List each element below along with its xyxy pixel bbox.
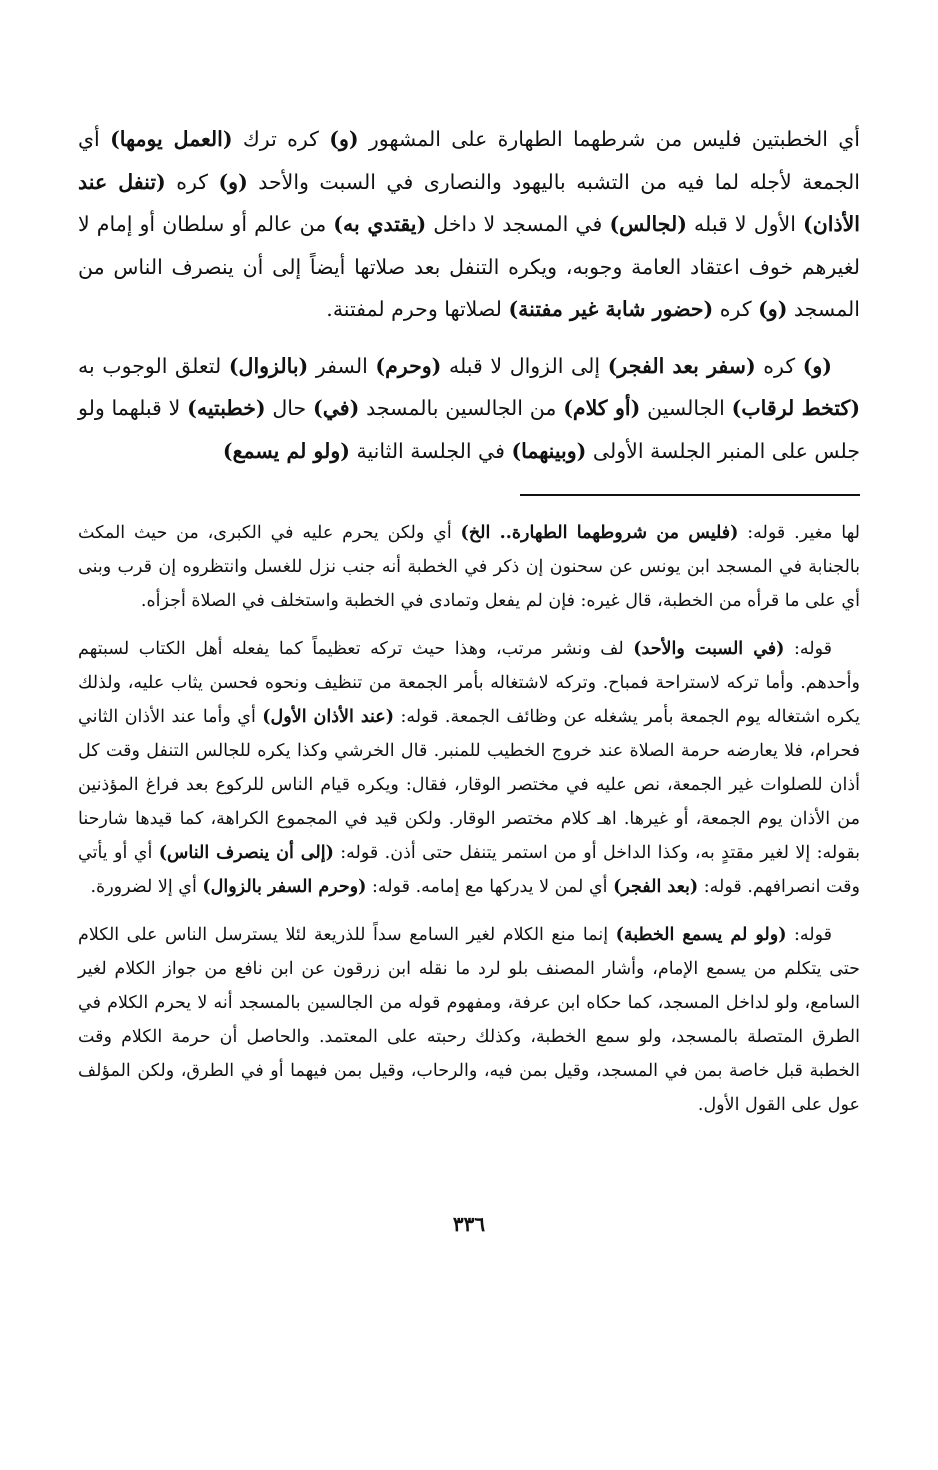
text-run: لا قبلهما ولو جلس على المنبر الجلسة الأولى [78, 396, 860, 463]
main-text [78, 118, 860, 472]
text-run: كره [165, 169, 219, 194]
footnotes [78, 516, 860, 1122]
page-number: ٣٣٦ [452, 1212, 486, 1236]
bold-term: (وبينهما) [511, 438, 587, 463]
bold-term: (إلى أن ينصرف الناس) [158, 843, 334, 863]
text-run: إنما منع الكلام لغير السامع سداً للذريعة لئلا يسترسل الناس على الكلام حتى يتكلم من يسمع الإمام، وأشار المصنف بلو لرد ما نقله ابن زرقون عن ابن نافع من جواز الكلام لغير السامع، ولو لداخل المسجد، كما حكاه ابن عرفة، ومفهوم قوله من الجالسين بالمسجد أنه لا يحرم الكلام في الطرق المتصلة بالمسجد، ولو سمع الخطبة، وكذلك رحبته على المعتمد. والحاصل أن حرمة الكلام وقت الخطبة قبل خاصة بمن في المسجد، وقيل بمن فيه، والرحاب، وقيل بمن فيهما أو في الطرق، ولكن المؤلف عول على القول الأول. [78, 925, 860, 1115]
bold-term: (عند الأذان الأول) [262, 707, 395, 727]
bold-term: (بالزوال) [228, 353, 309, 378]
text-run: من عالم أو سلطان أو إمام لا لغيرهم خوف اعتقاد العامة وجوبه، ويكره التنفل بعد صلاتها أيضاً إلى أن ينصرف الناس من المسجد [78, 212, 860, 321]
text-run: لصلاتها وحرم لمفتنة. [326, 297, 509, 321]
text-run: قوله: [786, 925, 832, 945]
text-run: في المسجد لا داخل [426, 212, 610, 236]
text-run: أي إلا لضرورة. [90, 877, 203, 897]
bold-term: (في) [313, 396, 360, 420]
bold-term: (ولو لم يسمع) [222, 438, 350, 463]
text-run: قوله: [784, 639, 832, 659]
bold-term: (و) [802, 353, 833, 378]
main-paragraph-2 [78, 345, 860, 473]
text-run: لتعلق الوجوب به [78, 353, 229, 378]
footnote-paragraph-1 [78, 516, 860, 618]
bold-term: (لجالس) [609, 212, 687, 236]
text-run: أي الخطبتين فليس من شرطهما الطهارة على المشهور [358, 127, 861, 151]
text-run: إلى الزوال لا قبله [441, 353, 608, 378]
footnote-paragraph-3 [78, 918, 860, 1122]
bold-term: (كتخط لرقاب) [731, 396, 861, 420]
bold-term: (ولو لم يسمع الخطبة) [615, 925, 787, 945]
bold-term: (حضور شابة غير مفتنة) [508, 297, 714, 321]
text-run: أي أو يأتي وقت انصرافهم. قوله: [78, 843, 860, 897]
bold-term: (و) [758, 297, 788, 321]
text-run: في الجلسة الثانية [349, 438, 512, 463]
text-run: الأول لا قبله [686, 212, 804, 236]
text-run: السفر [308, 353, 376, 378]
bold-term: (فليس من شروطهما الطهارة.. الخ) [460, 523, 739, 543]
bold-term: (أو كلام) [563, 396, 641, 420]
bold-term: (بعد الفجر) [613, 877, 699, 897]
bold-term: (تنفل عند الأذان) [78, 169, 860, 236]
bold-term: (وحرم) [375, 353, 442, 378]
text-run: أي وأما عند الأذان الثاني فحرام، فلا يعارضه حرمة الصلاة عند خروج الخطيب للمنبر. قال الخرشي وكذا يكره للجالس التنفل وقت كل أذان للصلوات غير الجمعة، نص عليه في مختصر الوقار، فقال: ويكره قيام الناس للركوع بعد فراغ المؤذنين من الأذان يوم الجمعة، أو غيرها. اهـ كلام مختصر الوقار. ولكن قيد في المجموع الكراهة، كما قيدها شارحنا بقوله: إلا لغير مقتدٍ به، وكذا الداخل أو من استمر يتنفل حتى أذن. قوله: [78, 707, 860, 863]
text-run: الجالسين [640, 396, 732, 420]
bold-term: (و) [218, 169, 248, 194]
bold-term: (وحرم السفر بالزوال) [202, 877, 367, 897]
text-run: أي ولكن يحرم عليه في الكبرى، من حيث المكث بالجنابة في المسجد ابن يونس عن سحنون إن ذكر في الخطبة أنه جنب نزل للغسل وانتظروه إن قرب وبنى أي على ما قرأه من الخطبة، قال غيره: فإن لم يفعل وتمادى في الخطبة واستخلف في الصلاة أجزأه. [78, 523, 860, 611]
bold-term: (سفر بعد الفجر) [607, 353, 756, 378]
text-run: لف ونشر مرتب، وهذا حيث تركه تعظيماً كما يفعله أهل الكتاب لسبتهم وأحدهم. وأما تركه لاستراحة فمباح. وتركه لاشتغاله بأمر الجمعة من تنظيف ونحوه فحسن يثاب عليه، ولذلك يكره اشتغاله يوم الجمعة بأمر يشغله عن وظائف الجمعة. قوله: [78, 639, 860, 727]
bold-term: (و) [329, 127, 359, 151]
text-run: حال [265, 396, 314, 420]
bold-term: (خطبتيه) [187, 396, 266, 420]
bold-term: (في السبت والأحد) [633, 639, 785, 659]
text-run: أي لمن لا يدركها مع إمامه. قوله: [366, 877, 614, 897]
text-run: كره ترك [232, 127, 330, 151]
text-run: أي الجمعة لأجله لما فيه من التشبه باليهود والنصارى في السبت والأحد [78, 127, 860, 194]
footnote-paragraph-2 [78, 632, 860, 904]
main-paragraph-1 [78, 118, 860, 331]
book-page [78, 118, 860, 1470]
text-run: من الجالسين بالمسجد [359, 396, 564, 420]
bold-term: (يقتدي به) [333, 212, 427, 236]
text-run: كره [755, 353, 803, 378]
text-run: لها مغير. قوله: [738, 523, 860, 543]
footnote-divider [520, 494, 860, 496]
bold-term: (العمل يومها) [110, 127, 233, 151]
text-run: كره [713, 297, 759, 321]
